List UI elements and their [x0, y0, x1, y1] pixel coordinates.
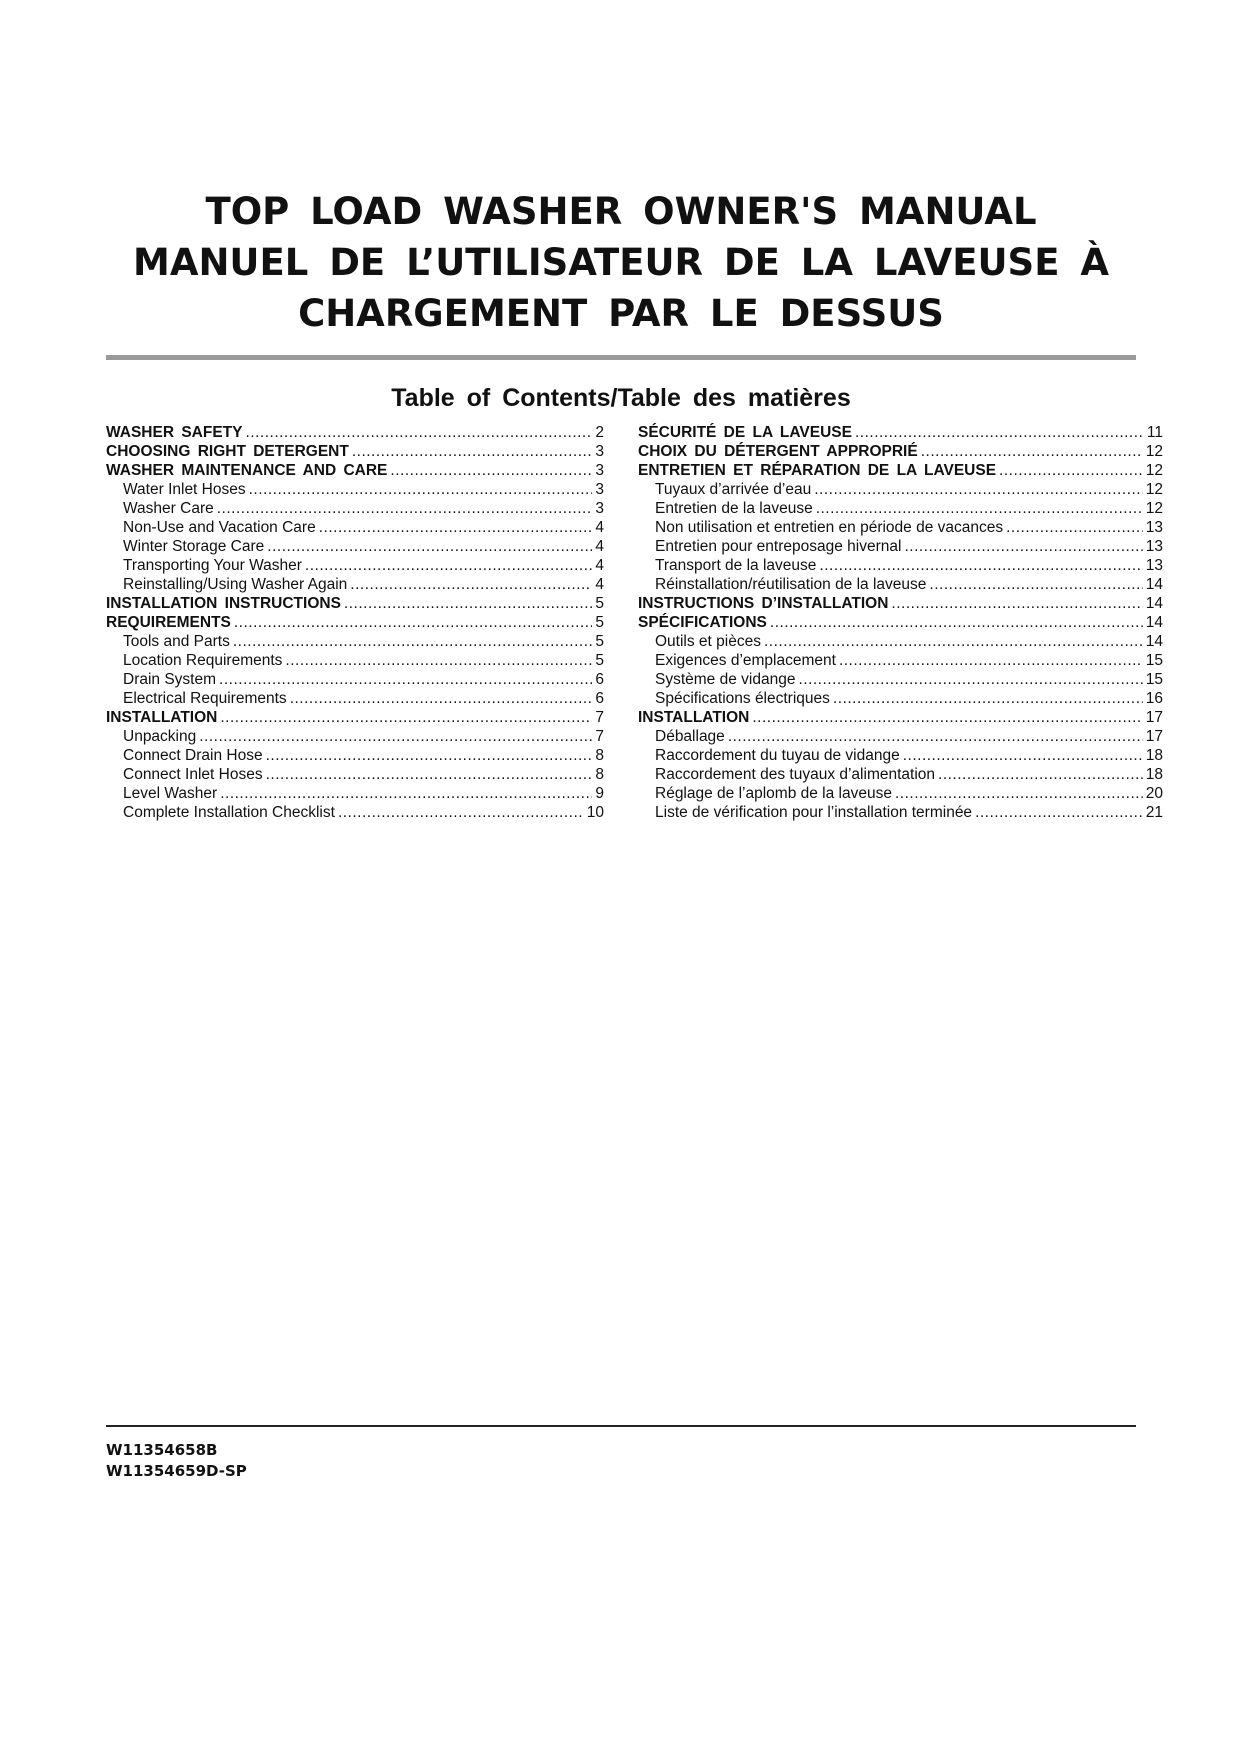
toc-subsection-entry: [106, 651, 604, 670]
toc-subsection-entry: [638, 537, 1163, 556]
toc-entry-page: 18: [1145, 747, 1163, 764]
toc-entry-page: 14: [1145, 576, 1163, 593]
toc-section-entry: [638, 461, 1163, 480]
toc-entry-label: Liste de vérification pour l’installation terminée: [655, 804, 973, 821]
toc-entry-page: 6: [595, 690, 604, 707]
toc-entry-page: 15: [1145, 652, 1163, 669]
toc-subsection-entry: [106, 670, 604, 689]
toc-dot-leader: [344, 594, 592, 613]
toc-entry-label: Unpacking: [123, 728, 197, 745]
toc-dot-leader: [929, 575, 1142, 594]
toc-entry-label: INSTALLATION: [106, 709, 218, 726]
toc-entry-page: 16: [1145, 690, 1163, 707]
toc-subsection-entry: [106, 518, 604, 537]
toc-dot-leader: [350, 575, 592, 594]
toc-subsection-entry: [638, 651, 1163, 670]
toc-section-entry: [638, 613, 1163, 632]
toc-entry-page: 12: [1145, 462, 1163, 479]
toc-dot-leader: [217, 499, 593, 518]
toc-entry-page: 10: [586, 804, 604, 821]
toc-dot-leader: [219, 670, 592, 689]
toc-subsection-entry: [638, 632, 1163, 651]
part-numbers: [106, 1440, 247, 1482]
toc-entry-label: Location Requirements: [123, 652, 283, 669]
toc-dot-leader: [290, 689, 593, 708]
toc-entry-label: INSTALLATION: [638, 709, 750, 726]
toc-dot-leader: [352, 442, 593, 461]
toc-entry-label: Raccordement du tuyau de vidange: [655, 747, 900, 764]
toc-entry-page: 3: [595, 462, 604, 479]
toc-section-entry: [106, 423, 604, 442]
toc-dot-leader: [319, 518, 593, 537]
toc-entry-page: 4: [595, 538, 604, 555]
toc-entry-page: 14: [1145, 633, 1163, 650]
toc-entry-label: Non-Use and Vacation Care: [123, 519, 316, 536]
toc-subsection-entry: [638, 765, 1163, 784]
toc-entry-page: 13: [1145, 557, 1163, 574]
toc-entry-label: Connect Drain Hose: [123, 747, 263, 764]
toc-entry-page: 9: [595, 785, 604, 802]
toc-entry-page: 4: [595, 557, 604, 574]
toc-entry-label: Connect Inlet Hoses: [123, 766, 263, 783]
toc-entry-page: 5: [595, 595, 604, 612]
toc-entry-page: 20: [1145, 785, 1163, 802]
toc-entry-label: SPÉCIFICATIONS: [638, 614, 767, 631]
toc-entry-label: INSTRUCTIONS D’INSTALLATION: [638, 595, 889, 612]
toc-entry-label: Outils et pièces: [655, 633, 761, 650]
toc-entry-label: WASHER MAINTENANCE AND CARE: [106, 462, 388, 479]
toc-entry-page: 3: [595, 443, 604, 460]
toc-entry-page: 13: [1145, 538, 1163, 555]
toc-section-entry: [106, 461, 604, 480]
toc-entry-label: CHOIX DU DÉTERGENT APPROPRIÉ: [638, 443, 918, 460]
toc-entry-page: 17: [1145, 709, 1163, 726]
toc-section-entry: [638, 442, 1163, 461]
toc-entry-page: 6: [595, 671, 604, 688]
toc-subsection-entry: [638, 575, 1163, 594]
toc-dot-leader: [752, 708, 1142, 727]
toc-entry-page: 12: [1145, 443, 1163, 460]
toc-entry-page: 17: [1145, 728, 1163, 745]
top-divider: [106, 355, 1136, 360]
toc-subsection-entry: [638, 556, 1163, 575]
toc-entry-label: Level Washer: [123, 785, 218, 802]
toc-dot-leader: [816, 499, 1143, 518]
toc-french-column: [638, 423, 1163, 822]
toc-subsection-entry: [638, 689, 1163, 708]
toc-section-entry: [638, 594, 1163, 613]
toc-subsection-entry: [106, 537, 604, 556]
toc-subsection-entry: [638, 803, 1163, 822]
toc-dot-leader: [234, 613, 593, 632]
toc-entry-page: 14: [1145, 614, 1163, 631]
toc-entry-label: Entretien de la laveuse: [655, 500, 813, 517]
title-line-1: TOP LOAD WASHER OWNER'S MANUAL: [205, 190, 1037, 233]
toc-dot-leader: [390, 461, 592, 480]
toc-dot-leader: [764, 632, 1143, 651]
toc-section-entry: [106, 442, 604, 461]
toc-dot-leader: [267, 537, 592, 556]
toc-subsection-entry: [106, 746, 604, 765]
toc-dot-leader: [975, 803, 1143, 822]
toc-entry-page: 5: [595, 652, 604, 669]
toc-subsection-entry: [106, 784, 604, 803]
toc-dot-leader: [285, 651, 592, 670]
toc-entry-page: 8: [595, 766, 604, 783]
toc-entry-label: Washer Care: [123, 500, 214, 517]
toc-dot-leader: [233, 632, 593, 651]
toc-entry-page: 13: [1145, 519, 1163, 536]
toc-entry-label: Entretien pour entreposage hivernal: [655, 538, 902, 555]
toc-entry-label: Reinstalling/Using Washer Again: [123, 576, 348, 593]
toc-dot-leader: [999, 461, 1143, 480]
toc-section-entry: [106, 613, 604, 632]
toc-entry-label: Transport de la laveuse: [655, 557, 817, 574]
toc-entry-page: 15: [1145, 671, 1163, 688]
toc-subsection-entry: [638, 480, 1163, 499]
toc-subsection-entry: [638, 670, 1163, 689]
toc-dot-leader: [839, 651, 1143, 670]
toc-entry-label: Déballage: [655, 728, 725, 745]
toc-entry-label: SÉCURITÉ DE LA LAVEUSE: [638, 424, 852, 441]
title-line-3: CHARGEMENT PAR LE DESSUS: [298, 292, 944, 335]
toc-dot-leader: [266, 765, 593, 784]
toc-entry-label: Spécifications électriques: [655, 690, 830, 707]
toc-entry-page: 5: [595, 614, 604, 631]
toc-dot-leader: [895, 784, 1143, 803]
toc-subsection-entry: [106, 480, 604, 499]
toc-entry-page: 12: [1145, 481, 1163, 498]
toc-section-entry: [638, 423, 1163, 442]
toc-entry-label: INSTALLATION INSTRUCTIONS: [106, 595, 341, 612]
toc-entry-page: 8: [595, 747, 604, 764]
toc-entry-page: 4: [595, 519, 604, 536]
toc-subsection-entry: [106, 803, 604, 822]
toc-entry-label: WASHER SAFETY: [106, 424, 243, 441]
toc-entry-page: 11: [1146, 424, 1163, 441]
toc-entry-label: Winter Storage Care: [123, 538, 265, 555]
toc-entry-label: ENTRETIEN ET RÉPARATION DE LA LAVEUSE: [638, 462, 997, 479]
toc-dot-leader: [855, 423, 1144, 442]
toc-subsection-entry: [106, 556, 604, 575]
toc-entry-label: Raccordement des tuyaux d’alimentation: [655, 766, 936, 783]
toc-dot-leader: [220, 784, 592, 803]
toc-dot-leader: [1006, 518, 1143, 537]
toc-dot-leader: [833, 689, 1143, 708]
toc-subsection-entry: [106, 575, 604, 594]
toc-dot-leader: [338, 803, 584, 822]
toc-entry-page: 4: [595, 576, 604, 593]
toc-section-entry: [106, 708, 604, 727]
toc-dot-leader: [814, 480, 1143, 499]
toc-dot-leader: [266, 746, 593, 765]
toc-entry-page: 5: [595, 633, 604, 650]
manual-title: [106, 186, 1136, 339]
toc-subsection-entry: [106, 689, 604, 708]
toc-entry-label: Exigences d’emplacement: [655, 652, 836, 669]
toc-entry-label: Tuyaux d’arrivée d’eau: [655, 481, 812, 498]
toc-subsection-entry: [106, 727, 604, 746]
toc-dot-leader: [938, 765, 1143, 784]
toc-section-entry: [638, 708, 1163, 727]
toc-subsection-entry: [638, 727, 1163, 746]
toc-dot-leader: [798, 670, 1142, 689]
toc-dot-leader: [819, 556, 1142, 575]
toc-subsection-entry: [106, 499, 604, 518]
part-number: W11354658B: [106, 1441, 218, 1459]
toc-entry-label: Tools and Parts: [123, 633, 230, 650]
toc-entry-page: 21: [1145, 804, 1163, 821]
toc-subsection-entry: [638, 518, 1163, 537]
toc-dot-leader: [220, 708, 592, 727]
toc-entry-page: 14: [1145, 595, 1163, 612]
toc-entry-label: Drain System: [123, 671, 217, 688]
toc-entry-label: CHOOSING RIGHT DETERGENT: [106, 443, 349, 460]
toc-entry-label: Complete Installation Checklist: [123, 804, 335, 821]
toc-entry-label: Transporting Your Washer: [123, 557, 302, 574]
toc-english-column: [106, 423, 604, 822]
toc-entry-page: 2: [595, 424, 604, 441]
toc-dot-leader: [891, 594, 1142, 613]
toc-entry-page: 7: [595, 728, 604, 745]
toc-entry-label: REQUIREMENTS: [106, 614, 231, 631]
toc-entry-page: 7: [595, 709, 604, 726]
bottom-divider: [106, 1425, 1136, 1427]
toc-dot-leader: [921, 442, 1143, 461]
toc-section-entry: [106, 594, 604, 613]
toc-entry-label: Non utilisation et entretien en période de vacances: [655, 519, 1004, 536]
toc-dot-leader: [903, 746, 1143, 765]
toc-entry-page: 3: [595, 481, 604, 498]
toc-entry-label: Réinstallation/réutilisation de la laveuse: [655, 576, 927, 593]
toc-entry-page: 18: [1145, 766, 1163, 783]
toc-subsection-entry: [106, 765, 604, 784]
toc-entry-label: Electrical Requirements: [123, 690, 287, 707]
toc-entry-label: Water Inlet Hoses: [123, 481, 246, 498]
toc-heading: Table of Contents/Table des matières: [391, 384, 851, 412]
toc-subsection-entry: [106, 632, 604, 651]
toc-entry-page: 3: [595, 500, 604, 517]
toc-entry-label: Système de vidange: [655, 671, 796, 688]
part-number: W11354659D-SP: [106, 1462, 247, 1480]
toc-subsection-entry: [638, 499, 1163, 518]
toc-subsection-entry: [638, 746, 1163, 765]
toc-dot-leader: [199, 727, 592, 746]
title-line-2: MANUEL DE L’UTILISATEUR DE LA LAVEUSE À: [133, 241, 1109, 284]
toc-dot-leader: [904, 537, 1142, 556]
toc-dot-leader: [245, 423, 592, 442]
toc-dot-leader: [770, 613, 1143, 632]
toc-dot-leader: [249, 480, 593, 499]
toc-dot-leader: [728, 727, 1143, 746]
toc-entry-label: Réglage de l’aplomb de la laveuse: [655, 785, 892, 802]
toc-subsection-entry: [638, 784, 1163, 803]
toc-entry-page: 12: [1145, 500, 1163, 517]
toc-dot-leader: [305, 556, 592, 575]
